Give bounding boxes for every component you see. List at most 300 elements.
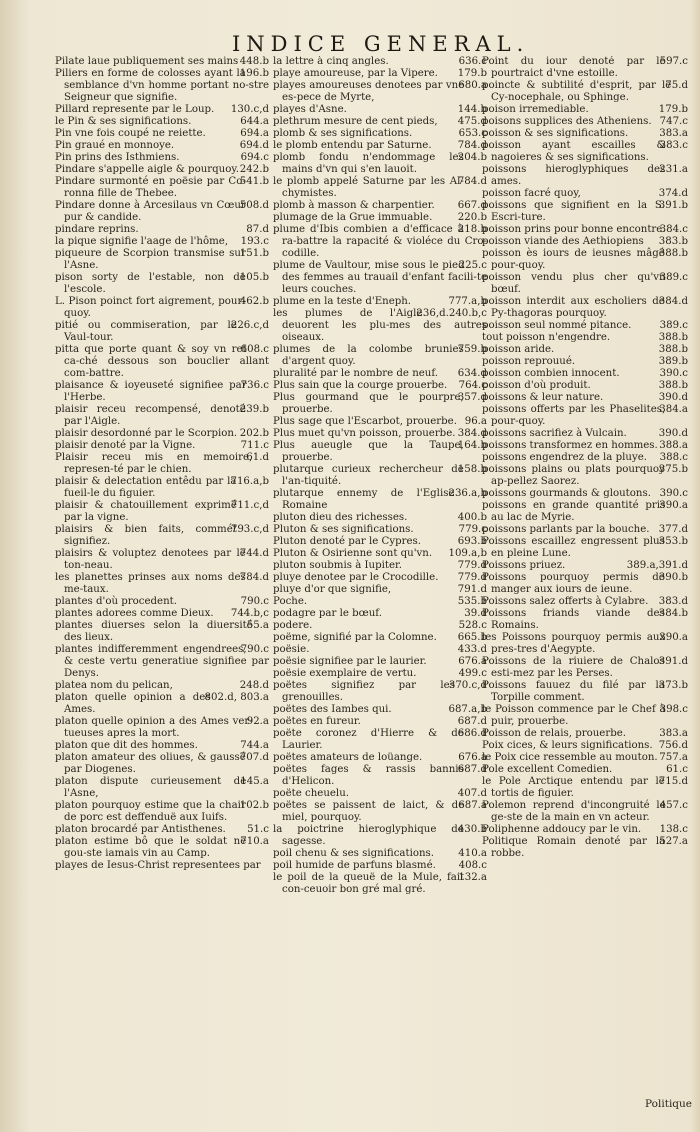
entry-text: plantes d'où procedent. xyxy=(55,596,177,607)
page-reference: 390.d xyxy=(658,428,688,439)
page-reference: 130.c,d xyxy=(230,104,269,115)
index-entry xyxy=(482,356,694,368)
entry-text: Pluton denoté par le Cypres. xyxy=(273,536,421,547)
index-entry xyxy=(273,656,487,668)
entry-text: plutarque ennemy de l'Eglise Romaine xyxy=(273,488,455,511)
page-reference: 105.b xyxy=(239,272,269,283)
index-entry xyxy=(273,224,487,260)
index-entry xyxy=(482,536,694,560)
page-reference: 744.a xyxy=(240,740,269,751)
entry-text: poison irremediable. xyxy=(482,104,589,115)
entry-text: poissons offerts par les Phaselites, pour-quoy. xyxy=(482,404,666,427)
page-reference: 667.d xyxy=(457,200,487,211)
index-entry xyxy=(482,332,694,344)
index-entry xyxy=(482,80,694,104)
entry-text: plantes indifferemment engendrees, & ceste vertu generatiue signifiee par Denys. xyxy=(55,644,269,679)
index-entry xyxy=(55,716,269,740)
index-entry xyxy=(273,572,487,584)
index-entry xyxy=(273,608,487,620)
index-entry xyxy=(55,380,269,404)
index-entry xyxy=(55,296,269,320)
page-reference: 383.a xyxy=(659,128,688,139)
entry-text: poëte coronez d'Hierre & de Laurier. xyxy=(273,728,464,751)
page-reference: 151.b xyxy=(239,248,269,259)
entry-text: poissons engendrez de la pluye. xyxy=(482,452,647,463)
index-entry xyxy=(482,200,694,224)
page-reference: 231.a xyxy=(659,164,688,175)
page-reference: 388.b xyxy=(658,380,688,391)
entry-text: plaisir denoté par la Vigne. xyxy=(55,440,196,451)
page-reference: 608.c xyxy=(240,344,269,355)
index-entry xyxy=(273,728,487,752)
index-entry xyxy=(273,428,487,440)
entry-text: les planettes prinses aux noms des me-taux. xyxy=(55,572,246,595)
index-entry xyxy=(273,392,487,416)
index-entry xyxy=(273,584,487,596)
page-reference: 61.c xyxy=(666,764,688,775)
page-reference: 39.d xyxy=(464,608,487,619)
entry-text: Poissons fauuez du filé par la Torpille comment. xyxy=(482,680,665,703)
entry-text: Plus muet qu'vn poisson, prouerbe. xyxy=(273,428,456,439)
entry-text: le Pin & ses significations. xyxy=(55,116,192,127)
entry-text: poisson ès iours de ieusnes mâgé pour-quoy. xyxy=(482,248,665,271)
entry-text: poissons hieroglyphiques des ames. xyxy=(482,164,666,187)
page-reference: 744.b,c xyxy=(230,608,269,619)
page-reference: 138.c xyxy=(659,824,688,835)
entry-text: plaisir & chatouillement exprimé par la vigne. xyxy=(55,500,237,523)
page-reference: 384.d xyxy=(658,296,688,307)
entry-text: Point du iour denoté par le pourtraict d'vne estoille. xyxy=(482,56,666,79)
index-entry xyxy=(55,428,269,440)
index-entry xyxy=(482,740,694,752)
page-reference: 694.d xyxy=(239,140,269,151)
entry-text: Pole excellent Comedien. xyxy=(482,764,613,775)
entry-text: poissons que signifient en la S. Escri-ture. xyxy=(482,200,665,223)
entry-text: Politique Romain denoté par la robbe. xyxy=(482,836,666,859)
entry-text: Piliers en forme de colosses ayant la semblance d'vn homme portant no-stre Seigneur que signifie. xyxy=(55,68,269,103)
page-reference: 634.d xyxy=(457,368,487,379)
entry-text: platon pourquoy estime que la chair de porc est deffenduë aux Iuifs. xyxy=(55,800,246,823)
index-entry xyxy=(482,572,694,596)
page-reference: 777.a,b xyxy=(448,296,487,307)
entry-text: poësie exemplaire de vertu. xyxy=(273,668,417,679)
catchword: Politique xyxy=(645,1098,692,1110)
index-entry xyxy=(273,644,487,656)
entry-text: Plus aueugle que la Taupe, prouerbe. xyxy=(273,440,464,463)
entry-text: poissons & leur nature. xyxy=(482,392,604,403)
entry-text: poissons sacrifiez à Vulcain. xyxy=(482,428,627,439)
index-entry xyxy=(273,440,487,464)
index-entry xyxy=(55,104,269,116)
entry-text: poissons plains ou plats pourquoy ap-pellez Saorez. xyxy=(482,464,665,487)
page-reference: 239.b xyxy=(239,404,269,415)
page-reference: 384.a xyxy=(659,404,688,415)
page-reference: 390.b xyxy=(658,572,688,583)
index-entry xyxy=(482,296,694,320)
page-reference: 202.b xyxy=(239,428,269,439)
page-reference: 430.b xyxy=(457,824,487,835)
index-entry xyxy=(55,152,269,164)
index-entry xyxy=(482,104,694,116)
entry-text: tout poisson n'engendre. xyxy=(482,332,611,343)
page-reference: 102.b xyxy=(239,800,269,811)
page-reference: 391.b xyxy=(658,200,688,211)
entry-text: Pillard represente par le Loup. xyxy=(55,104,215,115)
page-reference: 535.b xyxy=(457,596,487,607)
index-entry xyxy=(55,860,269,872)
page-reference: 179.b xyxy=(457,68,487,79)
entry-text: le Pole Arctique entendu par le tortis de figuier. xyxy=(482,776,665,799)
index-entry xyxy=(482,800,694,824)
index-column-1 xyxy=(55,56,269,1096)
page-reference: 759.b xyxy=(457,344,487,355)
page-reference: 377.d xyxy=(658,524,688,535)
page-reference: 144.b xyxy=(457,104,487,115)
page-reference: 784.d xyxy=(457,176,487,187)
entry-text: poisson d'où produit. xyxy=(482,380,591,391)
page-reference: 226.c,d xyxy=(230,320,269,331)
page-reference: 87.d xyxy=(246,224,269,235)
index-entry xyxy=(482,56,694,80)
page-reference: 225.c xyxy=(458,260,487,271)
entry-text: les Poissons pourquoy permis aux pres-tres d'Aegypte. xyxy=(482,632,666,655)
index-column-2 xyxy=(273,56,487,1096)
index-entry xyxy=(482,188,694,200)
index-entry xyxy=(55,572,269,596)
index-entry xyxy=(273,296,487,308)
entry-text: poil chenu & ses significations. xyxy=(273,848,435,859)
index-entry xyxy=(482,440,694,452)
page-reference: 390.a xyxy=(659,500,688,511)
index-entry xyxy=(482,560,694,572)
index-entry xyxy=(273,824,487,848)
page-reference: 389.b xyxy=(658,356,688,367)
page-reference: 384.d xyxy=(457,428,487,439)
entry-text: Plus gourmand que le pourpre, prouerbe. xyxy=(273,392,464,415)
entry-text: poëme, signifié par la Colomne. xyxy=(273,632,437,643)
index-entry xyxy=(55,608,269,620)
index-entry xyxy=(273,632,487,644)
index-entry xyxy=(55,68,269,104)
page-reference: 383.c xyxy=(659,140,688,151)
index-entry xyxy=(55,248,269,272)
entry-text: Poche. xyxy=(273,596,308,607)
entry-text: poisson facré quoy, xyxy=(482,188,581,199)
page-reference: 779.d xyxy=(457,560,487,571)
page-reference: 164.b xyxy=(457,440,487,451)
entry-text: Polemon reprend d'incongruité le ge-ste de la main en vn acteur. xyxy=(482,800,666,823)
page-reference: 448.b xyxy=(239,56,269,67)
page-reference: 51.c xyxy=(247,824,269,835)
page-reference: 179.b xyxy=(658,104,688,115)
index-entry xyxy=(55,524,269,548)
page-reference: 389.c xyxy=(659,320,688,331)
entry-text: Pin prins des Isthmiens. xyxy=(55,152,180,163)
entry-text: poëtes signifiez par les grenouilles. xyxy=(273,680,455,703)
index-entry xyxy=(273,464,487,488)
entry-text: poëtes fages & rassis bannis d'Helicon. xyxy=(273,764,464,787)
index-entry xyxy=(55,596,269,608)
page-reference: 790.c xyxy=(240,596,269,607)
page-reference: 218.b xyxy=(457,224,487,235)
index-entry xyxy=(273,680,487,704)
page-reference: 527.a xyxy=(659,836,688,847)
index-entry xyxy=(482,776,694,800)
index-entry xyxy=(55,236,269,248)
index-entry xyxy=(273,512,487,524)
page-reference: 390.c xyxy=(659,488,688,499)
page-reference: 388.b xyxy=(658,248,688,259)
page-reference: 676.a xyxy=(458,752,487,763)
index-entry xyxy=(273,68,487,80)
index-entry xyxy=(55,476,269,500)
entry-text: playes d'Asne. xyxy=(273,104,347,115)
index-entry xyxy=(482,116,694,128)
entry-text: Poissons friands viande des Romains. xyxy=(482,608,665,631)
entry-text: Poissons priuez. xyxy=(482,560,566,571)
page-reference: 383.a xyxy=(659,728,688,739)
entry-text: Poissons de la riuiere de Chalos esti-mez par les Perses. xyxy=(482,656,665,679)
index-entry xyxy=(273,560,487,572)
index-entry xyxy=(273,536,487,548)
index-entry xyxy=(55,272,269,296)
entry-text: plomb fondu n'endommage les mains d'vn qui s'en lauoit. xyxy=(273,152,464,175)
page-reference: 784.d xyxy=(457,140,487,151)
page-reference: 236.a,b xyxy=(448,488,487,499)
index-entry xyxy=(55,440,269,452)
page-reference: 61.d xyxy=(246,452,269,463)
page-reference: 388.b xyxy=(658,332,688,343)
index-entry xyxy=(273,128,487,140)
index-entry xyxy=(55,320,269,344)
page-reference: 388.a xyxy=(659,440,688,451)
index-entry xyxy=(55,800,269,824)
entry-text: Poissons salez offerts à Cylabre. xyxy=(482,596,649,607)
page-reference: 353.b xyxy=(658,536,688,547)
index-entry xyxy=(482,464,694,488)
index-entry xyxy=(273,860,487,872)
page-reference: 390.a xyxy=(659,632,688,643)
entry-text: plume de Vaultour, mise sous le pied des femmes au trauail d'enfant facili-te leurs couches. xyxy=(273,260,487,295)
index-entry xyxy=(482,728,694,740)
index-entry xyxy=(55,116,269,128)
entry-text: poëtes en fureur. xyxy=(273,716,361,727)
entry-text: plethrum mesure de cent pieds, xyxy=(273,116,438,127)
page-reference: 756.d xyxy=(658,740,688,751)
page-reference: 204.b xyxy=(457,152,487,163)
page-reference: 644.a xyxy=(240,116,269,127)
entry-text: poincte & subtilité d'esprit, par le Cy-nocephale, ou Sphinge. xyxy=(482,80,672,103)
page-reference: 687.a xyxy=(458,800,487,811)
index-entry xyxy=(482,608,694,632)
page-reference: 694.c xyxy=(240,152,269,163)
index-entry xyxy=(482,836,694,860)
entry-text: Poliphenne addoucy par le vin. xyxy=(482,824,642,835)
entry-text: plumage de la Grue immuable. xyxy=(273,212,433,223)
page-reference: 407.d xyxy=(457,788,487,799)
page-reference: 802.d, 803.a xyxy=(204,692,269,703)
page-reference: 384.c xyxy=(659,224,688,235)
index-entry xyxy=(482,128,694,140)
entry-text: Pindare s'appelle aigle & pourquoy. xyxy=(55,164,239,175)
index-entry xyxy=(273,548,487,560)
entry-text: poisson aride. xyxy=(482,344,555,355)
page-reference: 710.a xyxy=(240,836,269,847)
entry-text: Pin vne fois coupé ne reiette. xyxy=(55,128,206,139)
page-reference: 715.d xyxy=(658,776,688,787)
entry-text: plantes adorees comme Dieux. xyxy=(55,608,214,619)
entry-text: le poil de la queuë de la Mule, fait con-ceuoir bon gré mal gré. xyxy=(273,872,465,895)
page-reference: 711.c xyxy=(240,440,269,451)
index-entry xyxy=(482,224,694,236)
index-entry xyxy=(482,368,694,380)
entry-text: plaisirs & bien faits, commét signifiez. xyxy=(55,524,237,547)
entry-text: les plumes de l'Aigle deuorent les plu-mes des autres oiseaux. xyxy=(273,308,487,343)
entry-text: le plomb entendu par Saturne. xyxy=(273,140,432,151)
index-entry xyxy=(273,212,487,224)
page-reference: 390.c xyxy=(659,368,688,379)
entry-text: Pindare surmonté en poësie par Co-ronna fille de Thebee. xyxy=(55,176,246,199)
entry-text: platon que dit des hommes. xyxy=(55,740,198,751)
page-reference: 687.d xyxy=(457,716,487,727)
index-entry xyxy=(55,776,269,800)
index-entry xyxy=(273,260,487,296)
page-reference: 790.c xyxy=(240,644,269,655)
page-reference: 236,d.240.b,c xyxy=(416,308,487,319)
index-entry xyxy=(273,308,487,344)
page-reference: 373.b xyxy=(658,680,688,691)
page-reference: 541.b xyxy=(239,176,269,187)
page-reference: 676.a xyxy=(458,656,487,667)
page-reference: 528.c xyxy=(458,620,487,631)
entry-text: le Poisson commence par le Chef à puir, prouerbe. xyxy=(482,704,666,727)
index-entry xyxy=(55,404,269,428)
page-reference: 597.c xyxy=(659,56,688,67)
index-entry xyxy=(482,680,694,704)
page-reference: 375.b xyxy=(658,464,688,475)
entry-text: pitta que porte quant & soy vn ret ca-ché dessous son bouclier allant com-battre. xyxy=(55,344,269,379)
entry-text: plaisir receu recompensé, denoté par l'Aigle. xyxy=(55,404,246,427)
page-reference: 475.d xyxy=(457,116,487,127)
page-reference: 636.c xyxy=(458,56,487,67)
page-reference: 793.c,d xyxy=(230,524,269,535)
page-reference: 716.a,b xyxy=(230,476,269,487)
page-reference: 391.d xyxy=(658,656,688,667)
entry-text: poisson & ses significations. xyxy=(482,128,629,139)
page-reference: 694.a xyxy=(240,128,269,139)
index-entry xyxy=(482,764,694,776)
entry-text: poisson vendu plus cher qu'vn bœuf. xyxy=(482,272,666,295)
page-reference: 220.b xyxy=(457,212,487,223)
index-entry xyxy=(482,752,694,764)
entry-text: plaisir & delectation entêdu par la fueil-le du figuier. xyxy=(55,476,237,499)
index-entry xyxy=(55,680,269,692)
index-entry xyxy=(273,56,487,68)
entry-text: plaisance & ioyeuseté signifiee par l'Herbe. xyxy=(55,380,247,403)
entry-text: platon quelle opinion a des Ames ver-tueuses apres la mort. xyxy=(55,716,253,739)
entry-text: poisson reprouué. xyxy=(482,356,576,367)
entry-text: Pluton & ses significations. xyxy=(273,524,414,535)
index-entry xyxy=(55,740,269,752)
page-reference: 747.c xyxy=(659,116,688,127)
index-entry xyxy=(273,668,487,680)
entry-text: platon amateur des oliues, & gaussé par Diogenes. xyxy=(55,752,246,775)
page-reference: 779.c xyxy=(458,524,487,535)
entry-text: podere. xyxy=(273,620,313,631)
entry-text: la poictrine hieroglyphique de sagesse. xyxy=(273,824,464,847)
index-entry xyxy=(482,452,694,464)
index-entry xyxy=(482,140,694,164)
entry-text: poisson seul nommé pitance. xyxy=(482,320,632,331)
index-entry xyxy=(482,632,694,656)
entry-text: pison sorty de l'estable, non de l'escole. xyxy=(55,272,246,295)
page-reference: 711.c,d xyxy=(230,500,269,511)
index-entry xyxy=(273,872,487,896)
index-entry xyxy=(273,524,487,536)
entry-text: poëtes amateurs de loüange. xyxy=(273,752,423,763)
index-entry xyxy=(273,380,487,392)
index-entry xyxy=(482,524,694,536)
entry-text: plaisirs & voluptez denotees par le ton-neau. xyxy=(55,548,246,571)
index-entry xyxy=(55,644,269,680)
entry-text: platon quelle opinion a des Ames. xyxy=(55,692,211,715)
entry-text: platon estime bô que le soldat ne gou-ste iamais vin au Camp. xyxy=(55,836,247,859)
page-reference: 410.a xyxy=(458,848,487,859)
entry-text: poëte cheuelu. xyxy=(273,788,349,799)
page-reference: 389.c xyxy=(659,272,688,283)
entry-text: poisons supplices des Atheniens. xyxy=(482,116,652,127)
page-title: INDICE GENERAL. xyxy=(232,32,530,56)
page-reference: 791.d xyxy=(457,584,487,595)
page-reference: 736.c xyxy=(240,380,269,391)
index-entry xyxy=(273,116,487,128)
index-entry xyxy=(55,692,269,716)
page-reference: 388.c xyxy=(659,452,688,463)
entry-text: poisson combien innocent. xyxy=(482,368,620,379)
page-reference: 383.d xyxy=(658,596,688,607)
page-reference: 408.c xyxy=(458,860,487,871)
page-reference: 687.d xyxy=(457,764,487,775)
index-entry xyxy=(273,488,487,512)
entry-text: le Poix cice ressemble au mouton. xyxy=(482,752,658,763)
index-entry xyxy=(55,548,269,572)
index-entry xyxy=(482,320,694,332)
page-reference: 779.d xyxy=(457,572,487,583)
entry-text: Pilate laue publiquement ses mains xyxy=(55,56,239,67)
entry-text: poisson prins pour bonne encontre. xyxy=(482,224,666,235)
page-reference: 158.b xyxy=(457,464,487,475)
entry-text: Pindare donne à Arcesilaus vn Cœur pur & candide. xyxy=(55,200,246,223)
page-reference: 388.b xyxy=(658,344,688,355)
page-reference: 764.c xyxy=(458,380,487,391)
index-entry xyxy=(273,200,487,212)
index-entry xyxy=(273,596,487,608)
index-entry xyxy=(273,104,487,116)
page-reference: 374.d xyxy=(658,188,688,199)
entry-text: Plaisir receu mis en memoire, represen-té par le chien. xyxy=(55,452,253,475)
index-entry xyxy=(482,272,694,296)
page-reference: 145.a xyxy=(240,776,269,787)
page-reference: 389.a,391.d xyxy=(626,560,688,571)
entry-text: poissons parlants par la bouche. xyxy=(482,524,650,535)
page-reference: 784.d xyxy=(239,572,269,583)
entry-text: piqueure de Scorpion transmise sur l'Asne. xyxy=(55,248,246,271)
entry-text: plume d'Ibis combien a d'efficace à ra-battre la rapacité & violéce du Cro-codille. xyxy=(273,224,487,259)
index-entry xyxy=(273,140,487,152)
index-entry xyxy=(273,716,487,728)
entry-text: Plus sain que la courge prouerbe. xyxy=(273,380,448,391)
entry-text: pluye d'or que signifie, xyxy=(273,584,392,595)
